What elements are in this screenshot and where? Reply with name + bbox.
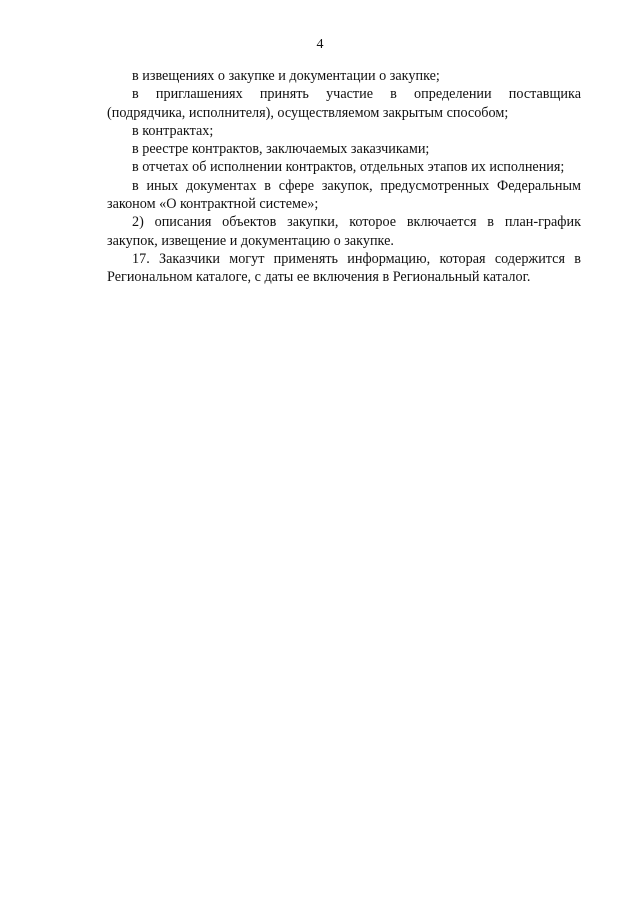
- paragraph-execution-reports: в отчетах об исполнении контрактов, отдельных этапов их исполнения;: [132, 159, 565, 176]
- paragraph-other-documents: в иных документах в сфере закупок, предусмотренных Федеральным законом «О контрактной системе»;: [107, 177, 581, 213]
- paragraph-notices: в извещениях о закупке и документации о закупке;: [132, 68, 440, 84]
- document-body: [107, 67, 581, 287]
- page-number: 4: [316, 37, 324, 52]
- paragraph-contract-registry: в реестре контрактов, заключаемых заказчиками;: [132, 141, 430, 158]
- paragraph-item-2: 2) описания объектов закупки, которое включается в план-график закупок, извещение и документацию о закупке.: [107, 214, 581, 249]
- paragraph-invitations: в приглашениях принять участие в определении поставщика (подрядчика, исполнителя), осуществляемом закрытым способом;: [107, 86, 581, 121]
- paragraph-contracts: в контрактах;: [132, 122, 214, 139]
- paragraph-item-17: 17. Заказчики могут применять информацию, которая содержится в Региональном каталоге, с даты ее включения в Региональный каталог.: [107, 250, 581, 286]
